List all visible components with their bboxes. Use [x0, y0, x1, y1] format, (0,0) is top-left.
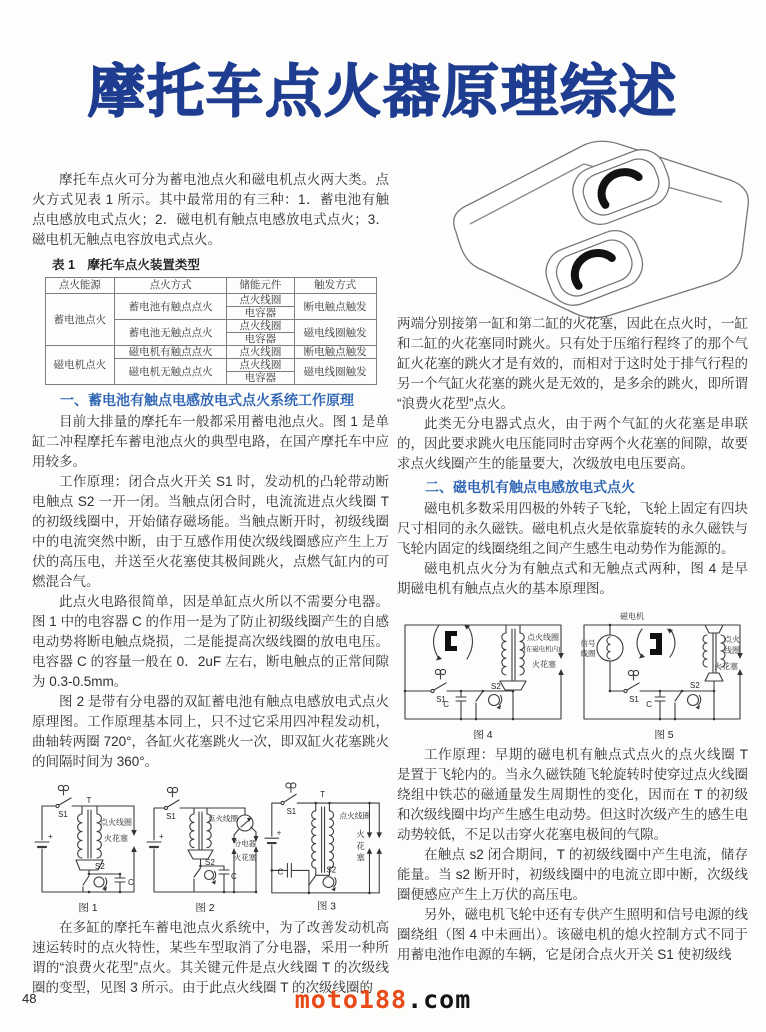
figure-5-caption: 图 5: [654, 729, 674, 741]
fig4-coil-note: (在磁电机内): [523, 646, 561, 653]
fig4-c-label: C: [443, 700, 449, 709]
table-cell: 磁电机点火: [45, 346, 115, 385]
table-cell: 蓄电池点火: [45, 294, 115, 346]
figures-row-right: [397, 603, 748, 743]
left-column: [32, 170, 389, 998]
fig3-plug-char: 塞: [356, 853, 365, 864]
fig1-t-label: T: [86, 796, 92, 806]
paragraph: 此点火电路很简单，因是单缸点火所以不需要分电器。图 1 中的电容器 C 的作用一是为了防止初级线圈产生的自感电动势将断电触点烧损，二是能提高次级线圈的放电电压。电容器 C 的容量一般在 0．2uF 左右，断电触点的正常间隙为 0.3-0.5mm。: [32, 594, 389, 690]
brand-name: moto188: [294, 985, 408, 1014]
fig2-plug-label: 火花塞: [233, 853, 257, 863]
figure-4-circuit: [397, 603, 569, 743]
table-header: 点火能源: [45, 278, 115, 294]
fig5-c-label: C: [646, 700, 652, 709]
fig3-plug-char: 花: [356, 841, 365, 852]
table-cell: 电容器: [226, 372, 294, 385]
table-cell: 断电触点触发: [294, 294, 376, 320]
fig1-plus-label: +: [48, 832, 53, 842]
fig3-plug-char: 火: [356, 829, 365, 840]
fig4-coil-label: 点火线圈: [527, 633, 559, 642]
brand-suffix: .com: [407, 985, 472, 1014]
fig2-plus-label: +: [159, 832, 164, 842]
fig2-s1-label: S1: [166, 812, 176, 822]
paragraph: 另外，磁电机飞轮中还有专供产生照明和信号电源的线圈绕组（图 4 中未画出）。该磁电机的熄火控制方式不同于用蓄电池作电源的车辆，它是闭合点火开关 S1 使初级线: [397, 907, 748, 962]
table-cell: 磁电线圈触发: [294, 359, 376, 385]
fig1-s1-label: S1: [58, 810, 68, 820]
figure-4-caption: 图 4: [473, 729, 493, 741]
table-header: 储能元件: [226, 278, 294, 294]
paragraph: 磁电机多数采用四极的外转子飞轮，飞轮上固定有四块尺寸相同的永久磁铁。磁电机点火是依靠旋转的永久磁铁与飞轮内固定的线圈绕组之间产生感生电动势作为能源的。: [397, 501, 748, 556]
table-cell: 断电触点触发: [294, 346, 376, 359]
table-cell: 磁电线圈触发: [294, 320, 376, 346]
ignition-coil-line-drawing: [426, 118, 762, 320]
fig5-magneto-label: 磁电机: [620, 612, 644, 621]
paragraph: 在多缸的摩托车蓄电池点火系统中，为了改善发动机高速运转时的点火特性，某些车型取消了分电器，采用一种所谓的“浪费火花型”点火。其关键元件是点火线圈 T 的次级线圈的变型，见图 3 所示。由于此点火线圈 T 的次级线圈的: [32, 920, 389, 996]
paragraph: 目前大排量的摩托车一般都采用蓄电池点火。图 1 是单缸二冲程摩托车蓄电池点火的典型电路，在国产摩托车中应用较多。: [32, 414, 389, 470]
fig1-coil-label: 点火线圈: [100, 818, 132, 828]
table-cell: 蓄电池无触点点火: [115, 320, 227, 346]
fig4-plug-label: 火花塞: [532, 660, 556, 669]
fig5-coil-label: 线圈: [724, 646, 740, 655]
fig4-s2-label: S2: [491, 682, 501, 691]
figure-1-caption: 图 1: [78, 902, 98, 915]
fig5-signal-label: 信号: [580, 639, 596, 648]
section1-heading: 一、蓄电池有触点电感放电式点火系统工作原理: [60, 392, 354, 409]
figure-3-caption: 图 3: [317, 901, 336, 913]
section2-heading: 二、磁电机有触点电感放电式点火: [425, 479, 635, 495]
fig3-t-label: T: [320, 790, 325, 800]
page-number: 48: [22, 991, 37, 1006]
fig1-c-label: C: [128, 878, 134, 888]
intro-paragraph: 摩托车点火可分为蓄电池点火和磁电机点火两大类。点火方式见表 1 所示。其中最常用的有三种：1．蓄电池有触点电感放电式点火；2．磁电机有触点电感放电式点火；3．磁电机无触点电容放电式点火。: [32, 172, 389, 247]
fig3-s1-label: S1: [286, 807, 297, 817]
fig1-s2-label: S2: [95, 862, 105, 872]
fig3-c-label: C: [277, 867, 284, 877]
magnet-symbol: [445, 631, 457, 651]
fig2-distributor-label: 分电器: [233, 839, 257, 849]
table-header: 触发方式: [294, 278, 376, 294]
figures-row-left: [32, 776, 389, 916]
fig4-s1-label: S1: [436, 695, 446, 704]
table-cell: 蓄电池有触点点火: [115, 294, 227, 320]
table-cell: 电容器: [226, 333, 294, 346]
table-cell: 磁电机无触点点火: [115, 359, 227, 385]
fig2-coil-label: 点火线圈: [208, 814, 238, 824]
fig5-coil-label: 点火: [724, 635, 740, 644]
table-cell: 电容器: [226, 307, 294, 320]
table-cell: 点火线圈: [226, 320, 294, 333]
paragraph: 磁电机点火分为有触点式和无触点式两种，图 4 是早期磁电机有触点点火的基本原理图。: [397, 561, 748, 596]
table-cell: 点火线圈: [226, 346, 294, 359]
paragraph: 工作原理：早期的磁电机有触点式点火的点火线圈 T 是置于飞轮内的。当永久磁铁随飞轮旋转时使穿过点火线圈绕组中铁芯的磁通量发生周期性的变化，因而在 T 的初级和次级线圈中均产生感生电动势。但这时次级产生的感生电动势较低，不足以击穿火花塞电极间的气隙。: [397, 747, 748, 842]
figure-3-circuit: [264, 776, 389, 916]
fig2-s2-label: S2: [205, 858, 215, 868]
paragraph: 两端分别接第一缸和第二缸的火花塞，因此在点火时，一缸和二缸的火花塞同时跳火。只有处于压缩行程终了的那个气缸火花塞的跳火才是有效的，而相对于这时处于排气行程的另一个气缸火花塞的跳火是无效的，是多余的跳火，即所谓“浪费火花型”点火。: [397, 316, 748, 411]
page-title: 摩托车点火器原理综述: [88, 60, 678, 124]
fig2-c-label: C: [231, 872, 237, 882]
table-header: 点火方式: [115, 278, 227, 294]
fig1-plug-label: 火花塞: [104, 834, 128, 844]
fig5-s2-label: S2: [690, 681, 700, 690]
ignition-types-table: [45, 277, 377, 385]
magnet-symbol: [650, 633, 662, 655]
figure-5-circuit: [576, 603, 748, 743]
fig5-plug-label: 火花塞: [714, 662, 738, 671]
fig5-s1-label: S1: [629, 695, 639, 704]
paragraph: 图 2 是带有分电器的双缸蓄电池有触点电感放电式点火原理图。工作原理基本同上，只不过它采用四冲程发动机，曲轴转两圈 720°，各缸火花塞跳火一次，即双缸火花塞跳火的间隔时间为 360°。: [32, 694, 389, 770]
footer-brand: [295, 985, 472, 1014]
table-caption: 表 1 摩托车点火装置类型: [52, 258, 200, 272]
paragraph: 此类无分电器式点火，由于两个气缸的火花塞是串联的，因此要求跳火电压能同时击穿两个火花塞的间隙，故要求点火线圈产生的能量要大，次级放电电压要高。: [397, 416, 748, 471]
fig3-coil-label: 点火线圈: [339, 812, 371, 822]
figure-2-caption: 图 2: [195, 902, 215, 915]
fig3-plus-label: +: [276, 828, 282, 838]
table-cell: 磁电机有触点点火: [115, 346, 227, 359]
fig3-s2-label: S2: [326, 865, 337, 875]
table-cell: 点火线圈: [226, 294, 294, 307]
paragraph: 工作原理：闭合点火开关 S1 时，发动机的凸轮带动断电触点 S2 一开一闭。当触点闭合时，电流流进点火线圈 T 的初级线圈中，开始储存磁场能。当触点断开时，初级线圈中的电流突然中断，由于互感作用使次级线圈感应产生上万伏的高压电，并送至火花塞使其极间跳火，点燃气缸内的可燃混合气。: [32, 474, 389, 590]
right-column: [397, 314, 748, 965]
fig5-signal-label: 线圈: [580, 649, 596, 658]
table-cell: 点火线圈: [226, 359, 294, 372]
figure-1-circuit: [32, 778, 146, 916]
paragraph: 在触点 s2 闭合期间，T 的初级线圈中产生电流，储存能量。当 s2 断开时，初级线圈中的电流立即中断，次级线圈便感应产生上万伏的高压电。: [397, 847, 748, 902]
figure-2-circuit: [146, 778, 264, 916]
